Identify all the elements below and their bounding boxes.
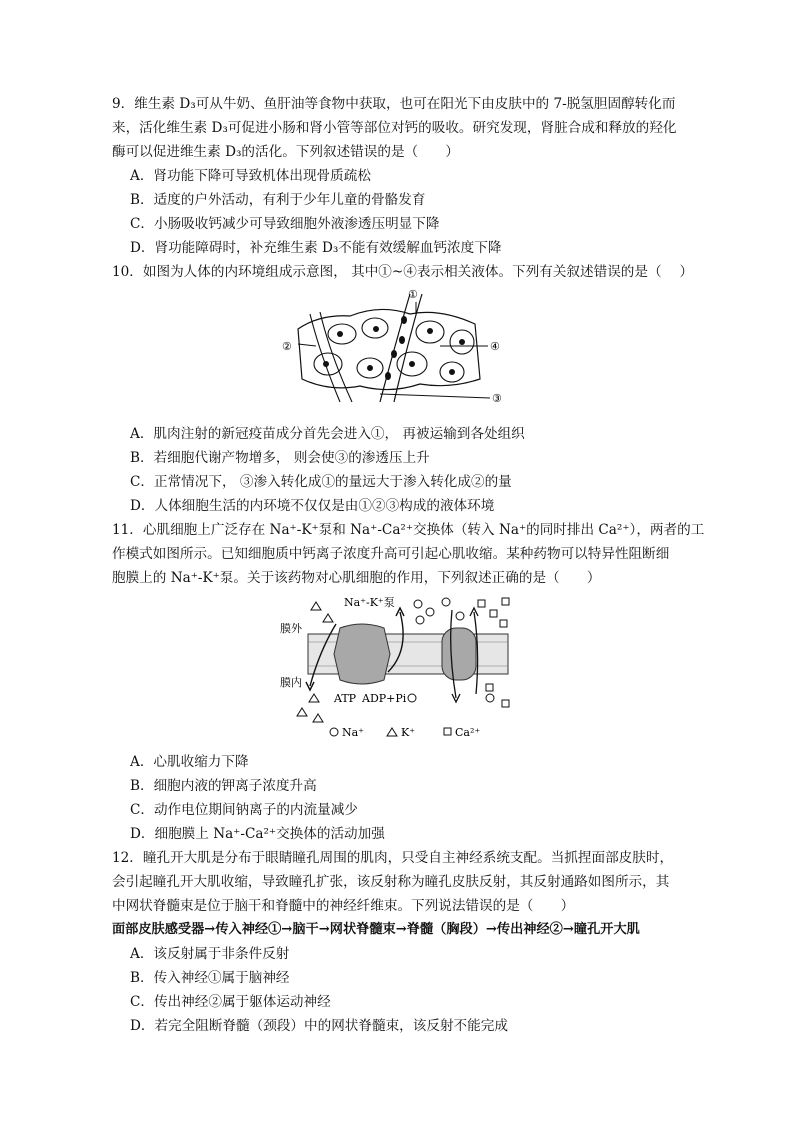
ca-legend-icon bbox=[444, 728, 451, 735]
q10-option-b: B．若细胞代谢产物增多， 则会使③的渗透压上升 bbox=[130, 450, 430, 466]
na-legend-icon bbox=[330, 728, 338, 736]
fig10-label-2: ② bbox=[282, 340, 292, 353]
fig11-outside-label: 膜外 bbox=[280, 622, 302, 635]
fig11-atp-label: ATP bbox=[334, 692, 357, 705]
q10-option-c: C．正常情况下， ③渗入转化成①的量远大于渗入转化成②的量 bbox=[130, 474, 512, 490]
fig11-pump-label: Na⁺-K⁺泵 bbox=[344, 596, 395, 609]
internal-environment-diagram bbox=[280, 284, 510, 412]
fig10-label-1: ① bbox=[408, 288, 418, 301]
q9-option-d: D．肾功能障碍时，补充维生素 D₃不能有效缓解血钙浓度下降 bbox=[130, 240, 502, 256]
q12-reflex-pathway: 面部皮肤感受器→传入神经①→脑干→网状脊髓束→脊髓（胸段）→传出神经②→瞳孔开大肌 bbox=[112, 922, 640, 937]
fig11-legend-k: K⁺ bbox=[401, 726, 416, 739]
q9-option-c: C．小肠吸收钙减少可导致细胞外液渗透压明显下降 bbox=[130, 216, 440, 232]
q11-stem-line1: 11．心肌细胞上广泛存在 Na⁺-K⁺泵和 Na⁺-Ca²⁺交换体（转入 Na⁺的同时排出 Ca²⁺），两者的工 bbox=[112, 522, 705, 538]
q11-stem-line2: 作模式如图所示。已知细胞质中钙离子浓度升高可引起心肌收缩。某种药物可以特异性阻断细 bbox=[112, 546, 670, 562]
q12-option-c: C．传出神经②属于躯体运动神经 bbox=[130, 994, 331, 1010]
q9-option-a: A．肾功能下降可导致机体出现骨质疏松 bbox=[130, 168, 371, 184]
fig11-legend-ca: Ca²⁺ bbox=[455, 726, 481, 739]
q12-stem-line1: 12．瞳孔开大肌是分布于眼睛瞳孔周围的肌肉，只受自主神经系统支配。当抓捏面部皮肤时， bbox=[112, 850, 674, 866]
fig10-label-3: ③ bbox=[492, 392, 502, 405]
q11-option-a: A．心肌收缩力下降 bbox=[130, 754, 249, 770]
q9-stem-line2: 来，活化维生素 D₃可促进小肠和肾小管等部位对钙的吸收。研究发现，肾脏合成和释放的羟化 bbox=[112, 120, 677, 136]
q9-option-b: B．适度的户外活动，有利于少年儿童的骨骼发育 bbox=[130, 192, 426, 208]
q12-option-a: A．该反射属于非条件反射 bbox=[130, 946, 290, 962]
q12-option-d: D．若完全阻断脊髓（颈段）中的网状脊髓束，该反射不能完成 bbox=[130, 1018, 508, 1034]
q10-option-a: A．肌肉注射的新冠疫苗成分首先会进入①， 再被运输到各处组织 bbox=[130, 426, 525, 442]
q9-stem-line3: 酶可以促进维生素 D₃的活化。下列叙述错误的是（ ） bbox=[112, 144, 459, 160]
q9-stem-line1: 9．维生素 D₃可从牛奶、鱼肝油等食物中获取，也可在阳光下由皮肤中的 7-脱氢胆固醇转化而 bbox=[112, 96, 676, 112]
q11-stem-line3: 胞膜上的 Na⁺-K⁺泵。关于该药物对心肌细胞的作用，下列叙述正确的是（ ） bbox=[112, 570, 601, 586]
fig11-inside-label: 膜内 bbox=[280, 676, 302, 689]
fig11-adp-label: ADP+Pi bbox=[362, 692, 407, 705]
q10-option-d: D．人体细胞生活的内环境不仅仅是由①②③构成的液体环境 bbox=[130, 498, 495, 514]
q11-option-d: D．细胞膜上 Na⁺-Ca²⁺交换体的活动加强 bbox=[130, 826, 385, 842]
q12-option-b: B．传入神经①属于脑神经 bbox=[130, 970, 290, 986]
q12-stem-line3: 中网状脊髓束是位于脑干和脊髓中的神经纤维束。下列说法错误的是（ ） bbox=[112, 898, 575, 914]
fig10-label-4: ④ bbox=[490, 340, 500, 353]
ion-pump-diagram bbox=[280, 590, 520, 740]
k-legend-icon bbox=[387, 728, 397, 736]
q10-stem-line1: 10．如图为人体的内环境组成示意图， 其中①~④表示相关液体。下列有关叙述错误的是（ ） bbox=[112, 264, 694, 280]
fig11-legend-na: Na⁺ bbox=[342, 726, 364, 739]
q12-stem-line2: 会引起瞳孔开大肌收缩，导致瞳孔扩张，该反射称为瞳孔皮肤反射，其反射通路如图所示，其 bbox=[112, 874, 670, 890]
q11-option-b: B．细胞内液的钾离子浓度升高 bbox=[130, 778, 317, 794]
q11-option-c: C．动作电位期间钠离子的内流量减少 bbox=[130, 802, 358, 818]
